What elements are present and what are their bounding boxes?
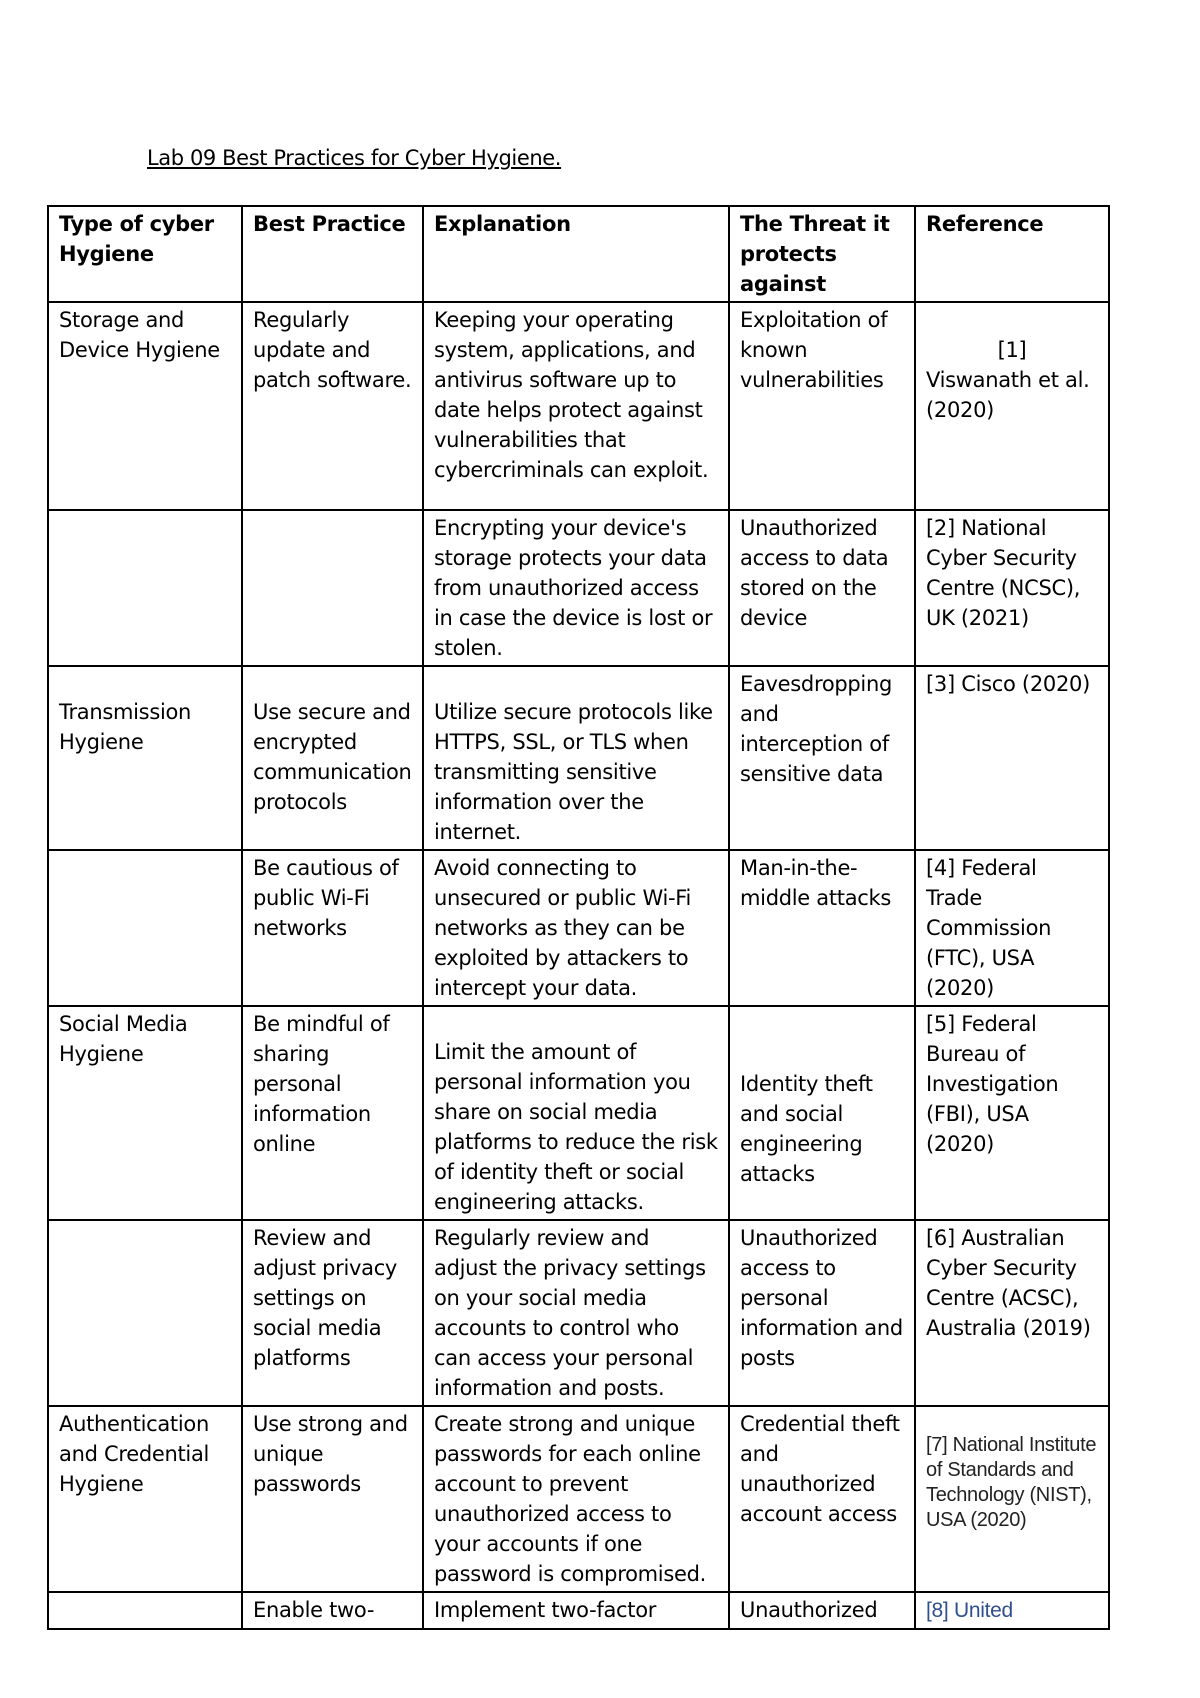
cyber-hygiene-table [47,205,1110,1630]
header-threat: The Threat it protects against [729,206,915,302]
cell-practice: Review and adjust privacy settings on social media platforms [242,1220,423,1406]
table-row [48,1220,1109,1406]
table-row [48,1406,1109,1592]
header-practice: Best Practice [242,206,423,302]
cell-threat: Identity theft and social engineering attacks [729,1006,915,1220]
cell-explanation: Implement two-factor [423,1592,729,1629]
cell-threat: Man-in-the-middle attacks [729,850,915,1006]
reference-text: [7] National Institute of Standards and Technology (NIST), USA (2020) [926,1434,1097,1531]
cell-type: Storage and Device Hygiene [48,302,242,510]
cell-practice: Enable two- [242,1592,423,1629]
cell-explanation: Create strong and unique passwords for each online account to prevent unauthorized access to your accounts if one password is compromised. [423,1406,729,1592]
cell-threat: Eavesdropping and interception of sensitive data [729,666,915,850]
cell-type [48,850,242,1006]
table-row [48,510,1109,666]
cell-type [48,1592,242,1629]
cell-explanation: Utilize secure protocols like HTTPS, SSL, or TLS when transmitting sensitive information over the internet. [423,666,729,850]
page-title: Lab 09 Best Practices for Cyber Hygiene. [147,146,562,170]
cell-practice: Use secure and encrypted communication protocols [242,666,423,850]
cell-threat: Credential theft and unauthorized account access [729,1406,915,1592]
cell-reference: [5] Federal Bureau of Investigation (FBI), USA (2020) [915,1006,1109,1220]
table-row [48,1006,1109,1220]
header-type: Type of cyber Hygiene [48,206,242,302]
cell-reference [915,1592,1109,1629]
table-header-row [48,206,1109,302]
cell-threat: Unauthorized access to personal information and posts [729,1220,915,1406]
cell-reference [915,1406,1109,1592]
header-explanation: Explanation [423,206,729,302]
header-reference: Reference [915,206,1109,302]
cell-type [48,1220,242,1406]
reference-text: Viswanath et al. (2020) [926,368,1090,422]
reference-text: [8] United [926,1599,1013,1622]
cell-threat: Unauthorized [729,1592,915,1629]
cell-practice: Use strong and unique passwords [242,1406,423,1592]
cell-practice [242,510,423,666]
table-row [48,666,1109,850]
table-row [48,1592,1109,1629]
cell-type [48,510,242,666]
cell-reference: [4] Federal Trade Commission (FTC), USA (2020) [915,850,1109,1006]
cell-explanation: Avoid connecting to unsecured or public Wi-Fi networks as they can be exploited by attackers to intercept your data. [423,850,729,1006]
table-row [48,850,1109,1006]
cell-type: Transmission Hygiene [48,666,242,850]
cell-type: Social Media Hygiene [48,1006,242,1220]
cell-explanation: Encrypting your device's storage protects your data from unauthorized access in case the device is lost or stolen. [423,510,729,666]
reference-number: [1] [997,338,1027,362]
cell-explanation: Regularly review and adjust the privacy settings on your social media accounts to control who can access your personal information and posts. [423,1220,729,1406]
cell-reference: [3] Cisco (2020) [915,666,1109,850]
cell-practice: Be mindful of sharing personal information online [242,1006,423,1220]
cell-practice: Regularly update and patch software. [242,302,423,510]
cell-explanation: Keeping your operating system, applications, and antivirus software up to date helps protect against vulnerabilities that cybercriminals can exploit. [423,302,729,510]
cell-threat: Unauthorized access to data stored on the device [729,510,915,666]
cell-practice: Be cautious of public Wi-Fi networks [242,850,423,1006]
cell-reference: [2] National Cyber Security Centre (NCSC), UK (2021) [915,510,1109,666]
table-row [48,302,1109,510]
cell-explanation: Limit the amount of personal information you share on social media platforms to reduce the risk of identity theft or social engineering attacks. [423,1006,729,1220]
cell-reference: [6] Australian Cyber Security Centre (ACSC), Australia (2019) [915,1220,1109,1406]
cell-type: Authentication and Credential Hygiene [48,1406,242,1592]
cell-reference [915,302,1109,510]
cell-threat: Exploitation of known vulnerabilities [729,302,915,510]
